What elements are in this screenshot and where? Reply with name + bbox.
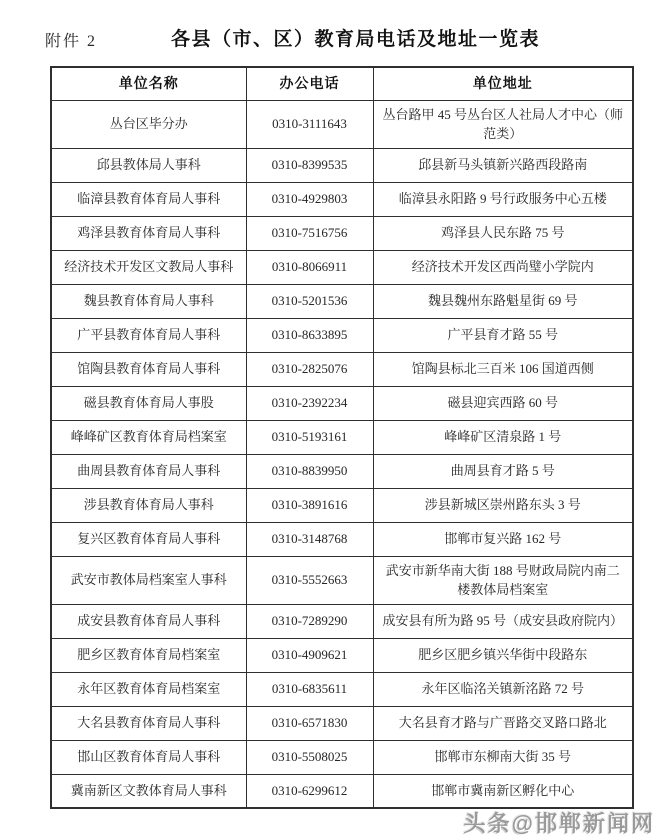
phone-cell: 0310-5508025 (246, 740, 373, 774)
unit-name-cell: 复兴区教育体育局人事科 (51, 522, 246, 556)
address-cell: 馆陶县标北三百米 106 国道西侧 (373, 352, 633, 386)
table-row (51, 604, 633, 638)
table-body (51, 100, 633, 808)
address-cell: 邯郸市复兴路 162 号 (373, 522, 633, 556)
unit-name-cell: 经济技术开发区文教局人事科 (51, 250, 246, 284)
unit-name-cell: 冀南新区文教体育局人事科 (51, 774, 246, 808)
table-row (51, 774, 633, 808)
phone-cell: 0310-8839950 (246, 454, 373, 488)
unit-name-cell: 涉县教育体育局人事科 (51, 488, 246, 522)
table-row (51, 454, 633, 488)
phone-cell: 0310-2825076 (246, 352, 373, 386)
unit-name-cell: 磁县教育体育局人事股 (51, 386, 246, 420)
address-cell: 魏县魏州东路魁星街 69 号 (373, 284, 633, 318)
address-cell: 涉县新城区崇州路东头 3 号 (373, 488, 633, 522)
address-cell: 磁县迎宾西路 60 号 (373, 386, 633, 420)
table-row (51, 250, 633, 284)
phone-cell: 0310-5552663 (246, 556, 373, 604)
table-row (51, 216, 633, 250)
address-cell: 邯郸市冀南新区孵化中心 (373, 774, 633, 808)
phone-cell: 0310-7516756 (246, 216, 373, 250)
table-row (51, 182, 633, 216)
address-cell: 峰峰矿区清泉路 1 号 (373, 420, 633, 454)
address-cell: 邱县新马头镇新兴路西段路南 (373, 148, 633, 182)
address-cell: 邯郸市东柳南大街 35 号 (373, 740, 633, 774)
table-row (51, 284, 633, 318)
phone-cell: 0310-4909621 (246, 638, 373, 672)
phone-cell: 0310-8633895 (246, 318, 373, 352)
address-cell: 曲周县育才路 5 号 (373, 454, 633, 488)
unit-name-cell: 峰峰矿区教育体育局档案室 (51, 420, 246, 454)
phone-cell: 0310-4929803 (246, 182, 373, 216)
unit-name-cell: 成安县教育体育局人事科 (51, 604, 246, 638)
phone-cell: 0310-8399535 (246, 148, 373, 182)
unit-name-cell: 邯山区教育体育局人事科 (51, 740, 246, 774)
unit-name-cell: 邱县教体局人事科 (51, 148, 246, 182)
attachment-label: 附件 2 (45, 33, 98, 50)
page-title: 各县（市、区）教育局电话及地址一览表 (170, 29, 540, 50)
table-row (51, 488, 633, 522)
address-cell: 丛台路甲 45 号丛台区人社局人才中心（师范类） (373, 100, 633, 148)
unit-name-cell: 曲周县教育体育局人事科 (51, 454, 246, 488)
table-row (51, 740, 633, 774)
table-header-row (51, 67, 633, 100)
address-cell: 永年区临洺关镇新洺路 72 号 (373, 672, 633, 706)
address-cell: 鸡泽县人民东路 75 号 (373, 216, 633, 250)
table-row (51, 148, 633, 182)
header-unit-address: 单位地址 (373, 67, 633, 100)
table-row (51, 672, 633, 706)
table-row (51, 352, 633, 386)
phone-cell: 0310-8066911 (246, 250, 373, 284)
unit-name-cell: 永年区教育体育局档案室 (51, 672, 246, 706)
table-row (51, 638, 633, 672)
address-cell: 武安市新华南大街 188 号财政局院内南二楼教体局档案室 (373, 556, 633, 604)
address-cell: 经济技术开发区西尚璧小学院内 (373, 250, 633, 284)
watermark-text: 头条@邯郸新闻网 (463, 811, 655, 836)
unit-name-cell: 魏县教育体育局人事科 (51, 284, 246, 318)
contact-table-container (50, 66, 632, 809)
unit-name-cell: 肥乡区教育体育局档案室 (51, 638, 246, 672)
address-cell: 肥乡区肥乡镇兴华街中段路东 (373, 638, 633, 672)
unit-name-cell: 鸡泽县教育体育局人事科 (51, 216, 246, 250)
phone-cell: 0310-2392234 (246, 386, 373, 420)
unit-name-cell: 武安市教体局档案室人事科 (51, 556, 246, 604)
header-unit-name: 单位名称 (51, 67, 246, 100)
unit-name-cell: 大名县教育体育局人事科 (51, 706, 246, 740)
address-cell: 大名县育才路与广晋路交叉路口路北 (373, 706, 633, 740)
header-office-phone: 办公电话 (246, 67, 373, 100)
table-row (51, 556, 633, 604)
table-row (51, 706, 633, 740)
phone-cell: 0310-7289290 (246, 604, 373, 638)
unit-name-cell: 馆陶县教育体育局人事科 (51, 352, 246, 386)
phone-cell: 0310-5201536 (246, 284, 373, 318)
unit-name-cell: 丛台区毕分办 (51, 100, 246, 148)
phone-cell: 0310-6299612 (246, 774, 373, 808)
address-cell: 广平县育才路 55 号 (373, 318, 633, 352)
table-row (51, 522, 633, 556)
unit-name-cell: 广平县教育体育局人事科 (51, 318, 246, 352)
table-row (51, 100, 633, 148)
phone-cell: 0310-3111643 (246, 100, 373, 148)
contact-table (50, 66, 634, 809)
phone-cell: 0310-3891616 (246, 488, 373, 522)
phone-cell: 0310-6835611 (246, 672, 373, 706)
document-header (0, 24, 661, 60)
table-row (51, 420, 633, 454)
unit-name-cell: 临漳县教育体育局人事科 (51, 182, 246, 216)
table-row (51, 318, 633, 352)
address-cell: 临漳县永阳路 9 号行政服务中心五楼 (373, 182, 633, 216)
phone-cell: 0310-6571830 (246, 706, 373, 740)
table-row (51, 386, 633, 420)
phone-cell: 0310-3148768 (246, 522, 373, 556)
address-cell: 成安县有所为路 95 号（成安县政府院内） (373, 604, 633, 638)
phone-cell: 0310-5193161 (246, 420, 373, 454)
